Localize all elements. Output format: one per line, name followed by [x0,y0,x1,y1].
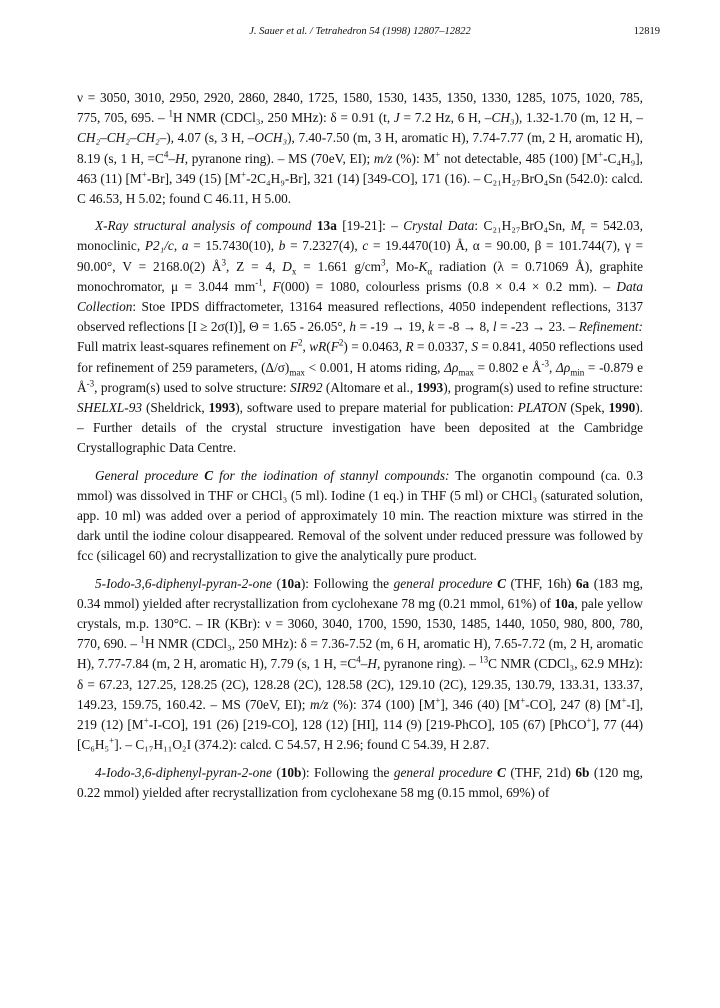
body-text [77,88,643,803]
text-run: α [427,266,433,277]
text-run: Crystal Data [403,218,475,234]
text-run: 1993 [416,379,444,395]
text-run: C [204,467,214,483]
text-run: (THF, 21d) [505,764,576,780]
text-run: P2₁/c [144,238,174,254]
text-run: SHELXL-93 [77,400,143,416]
text-run: 1993 [208,400,236,416]
text-run: l [492,319,497,335]
text-run: c [362,238,369,254]
text-run: general procedure [393,764,497,780]
text-run: -3 [86,378,95,389]
text-run: ν = 3050, 3010, 2950, 2920, 2860, 2840, 1725, 1580, 1530, 1435, 1350, 1330, 1285, 1075, 1020, 785, 775, 705, 695. – [77,90,643,126]
text-run: for the iodination of stannyl compounds: [213,467,450,483]
text-run: H NMR (CDCl₃, 250 MHz): δ = 7.36-7.52 (m, 6 H, aromatic H), 7.65-7.72 (m, 2 H, aromatic H), 7.77-7.84 (m, 2 H, aromatic H), 7.79 (s, 1 H, =C [77,636,643,672]
text-run: OCH₃ [254,130,288,146]
text-run: min [570,367,585,378]
text-run: -1 [255,277,263,288]
text-run: 10b [280,764,302,780]
text-run: Δρ [556,359,571,375]
text-run: – [360,656,368,672]
text-run: X-Ray structural analysis of compound [95,218,317,234]
text-run: [19-21]: – [336,218,404,234]
text-run: (Sheldrick, [142,400,209,416]
text-run: S [471,339,478,355]
text-run: M [570,218,582,234]
running-head: J. Sauer et al. / Tetrahedron 54 (1998) 12807–12822 [249,26,471,37]
text-run: = 0.841, 4050 reflections used for refinement of 259 parameters, (Δ/σ) [77,339,643,375]
text-run: -3 [541,358,550,369]
text-run: + [586,715,592,726]
text-run: = 19.4470(10) Å, α = 90.00, β = 101.744(7), γ = 90.00°, V = 2168.0(2) Å [77,238,643,274]
text-run: + [520,695,526,706]
text-run: < 0.001, H atoms riding, [304,359,445,375]
xray-analysis-paragraph [77,216,643,458]
text-run: = -0.879 e Å [77,359,644,395]
text-run: = 542.03, monoclinic, [77,218,643,254]
text-run: Refinement: [578,319,643,335]
text-run: general procedure [393,575,498,591]
text-run: C [497,575,506,591]
text-run: – [168,150,176,166]
text-run: The organotin compound (ca. 0.3 mmol) was dissolved in THF or CHCl₃ (5 ml). Iodine (1 eq.) in THF (5 ml) or CHCl₃ (saturated solution, app. 10 ml) was added over a period of approximately 10 min. The reaction mixture was stirred in the dark until the iodine colour disappeared. Removal of the solvent under reduced pressure was followed by fcc (silicagel 60) and recrystallization to give the analytically pure product. [77,467,643,564]
text-run: r [581,225,585,236]
ir-nmr-ms-data-paragraph [77,88,643,209]
text-run: (Altomare et al., [322,379,417,395]
text-run: , pyranone ring). – [376,656,480,672]
text-run: + [141,169,147,180]
text-run: (%): 374 (100) [M [328,696,436,712]
text-run: m/z [373,150,393,166]
text-run: = 7.2327(4), [285,238,363,254]
text-run: max [289,367,305,378]
text-run: 3 [380,257,386,268]
text-run: J [393,110,400,126]
text-run: CH₂–CH₂–CH₂ [77,130,160,146]
text-run: ), software used to prepare material for publication: [235,400,518,416]
text-run: ), 7.40-7.50 (m, 3 H, aromatic H), 7.74-7.77 (m, 2 H, aromatic H), 8.19 (s, 1 H, =C [77,130,643,166]
text-run: = 1.661 g/cm [296,258,381,274]
text-run: -CO], 247 (8) [M [525,696,622,712]
text-run: (%): M [392,150,436,166]
compound-10a-paragraph [77,574,643,756]
text-run: -I-CO], 191 (26) [219-CO], 128 (12) [HI], 114 (9) [219-PhCO], 105 (67) [PhCO [148,717,587,733]
text-run: (120 mg, 0.22 mmol) yielded after recrystallization from cyclohexane 58 mg (0.15 mmol, 69%) of [77,764,644,800]
text-run: R [405,339,414,355]
text-run: , Mo- [385,258,419,274]
text-run: 4-Iodo-3,6-diphenyl-pyran-2-one [95,764,272,780]
text-run: F [272,278,281,294]
text-run: 4 [163,149,169,160]
text-run: ), 1.32-1.70 (m, 12 H, – [514,110,643,126]
text-run: + [597,149,604,160]
text-run: + [241,169,247,180]
text-run: ( [271,575,281,591]
text-run: 1 [140,634,145,645]
compound-10b-paragraph [77,763,643,803]
text-run: SIR92 [289,379,323,395]
text-run: , [302,339,310,355]
text-run: Full matrix least-squares refinement on [77,339,290,355]
page-number: 12819 [633,26,660,37]
text-run: H NMR (CDCl₃, 250 MHz): δ = 0.91 (t, [172,110,394,126]
text-run: a [181,238,189,254]
text-run: , Z = 4, [225,258,283,274]
text-run: F [330,339,339,355]
text-run: General procedure [95,467,205,483]
text-run: Data Collection [77,278,644,315]
text-run: 4 [356,655,361,666]
text-run: H [367,656,377,672]
text-run: K [418,258,428,274]
text-run: 10a [280,575,301,591]
text-run: 2 [298,338,303,349]
text-run: C NMR (CDCl₃, 62.9 MHz): δ = 67.23, 127.25, 128.25 (2C), 128.28 (2C), 128.58 (2C), 129.10 (2C), 129.35, 130.79, 133.31, 133.37, 149.23, 159.75, 160.42. – MS (70eV, EI); [77,656,644,712]
text-run: ), program(s) used to refine structure: [443,379,644,395]
text-run: 13a [316,218,337,234]
text-run: -2C₄H₉-Br], 321 (14) [349-CO], 171 (16). – C₂₁H₂₇BrO₄Sn (542.0): calcd. C 46.53, H 5.02; found C 46.11, H 5.00. [77,170,643,207]
text-run: 2 [338,338,344,349]
text-run: , pale yellow crystals, m.p. 130°C. – IR (KBr): ν = 3060, 3040, 1700, 1590, 1530, 1485, 1440, 1050, 980, 800, 780, 770, 690. – [77,595,644,652]
text-run: CH₃ [491,110,515,126]
text-run: k [428,319,435,335]
text-run: C [497,764,506,780]
text-run: D [282,258,292,274]
text-run: , [262,278,273,294]
text-run: = 15.7430(10), [188,238,279,254]
text-run: = -23 → 23. – [496,319,579,335]
text-run: 3 [221,257,226,268]
text-run: (183 mg, 0.34 mmol) yielded after recrystallization from cyclohexane 78 mg (0.21 mmol, 61%) of [77,575,643,611]
text-run: = -19 → 19, [356,319,429,335]
text-run: = 7.2 Hz, 6 H, – [399,110,492,126]
text-run: m/z [309,696,329,712]
text-run: 6b [575,764,590,780]
text-run: 10a [554,595,575,611]
text-run: , [549,359,557,375]
text-run: h [349,319,357,335]
text-run: H [175,150,185,166]
text-run: , program(s) used to solve structure: [94,379,290,395]
text-run: : Stoe IPDS diffractometer, 13164 measured reflections, 4050 independent reflections, 3137 observed reflections [I ≥ 2σ(I)], Θ = 1.65 - 26.05°, [77,299,643,335]
text-run: = -8 → 8, [434,319,493,335]
text-run: -C₄H₉], 463 (11) [M [77,150,643,186]
text-run: : C₂₁H₂₇BrO₄Sn, [474,218,571,234]
text-run: , [173,238,182,254]
text-run: ): Following the [300,575,394,591]
text-run: (Spek, [566,400,609,416]
text-run: ]. – C₁₇H₁₁O₂I (374.2): calcd. C 54.57, H 2.96; found C 54.39, H 2.87. [114,737,490,753]
text-run: ( [271,764,281,780]
text-run: b [278,238,286,254]
text-run: ) = 0.0463, [343,339,406,355]
text-run: ], 77 (44) [C₆H₅ [77,717,643,753]
text-run: Δρ [444,359,459,375]
text-run: + [143,715,149,726]
page-header [0,26,720,44]
text-run: 1990 [608,400,636,416]
text-run: (THF, 16h) [505,575,576,591]
text-run: + [109,735,115,746]
text-run: , pyranone ring). – MS (70eV, EI); [184,150,374,166]
text-run: (000) = 1080, colourless prisms (0.8 × 0.4 × 0.2 mm). – [280,278,617,294]
text-run: ). – Further details of the crystal structure investigation have been deposited at the Cambridge Crystallographic Data Centre. [77,400,643,456]
text-run: max [458,367,474,378]
text-run: –), 4.07 (s, 3 H, – [159,130,255,146]
text-run: 13 [479,655,489,666]
text-run: radiation (λ = 0.71069 Å), graphite monochromator, μ = 3.044 mm [77,258,643,294]
text-run: -I], 219 (12) [M [77,696,644,733]
text-run: + [621,695,627,706]
text-run: ( [326,339,331,355]
text-run: 1 [168,108,173,119]
text-run: ): Following the [301,764,394,780]
text-run: x [291,266,297,277]
text-run: 5-Iodo-3,6-diphenyl-pyran-2-one [95,575,272,591]
text-run: = 0.0337, [413,339,472,355]
text-run: wR [309,339,327,355]
text-run: F [289,339,299,355]
text-run: ], 346 (40) [M [440,696,521,712]
text-run: PLATON [517,400,567,416]
text-run: not detectable, 485 (100) [M [440,150,598,166]
general-procedure-c-paragraph [77,466,643,567]
text-run: = 0.802 e Å [473,359,542,375]
text-run: -Br], 349 (15) [M [146,170,241,186]
text-run: 6a [575,575,590,591]
text-run: + [435,149,441,160]
text-run: + [435,695,441,706]
